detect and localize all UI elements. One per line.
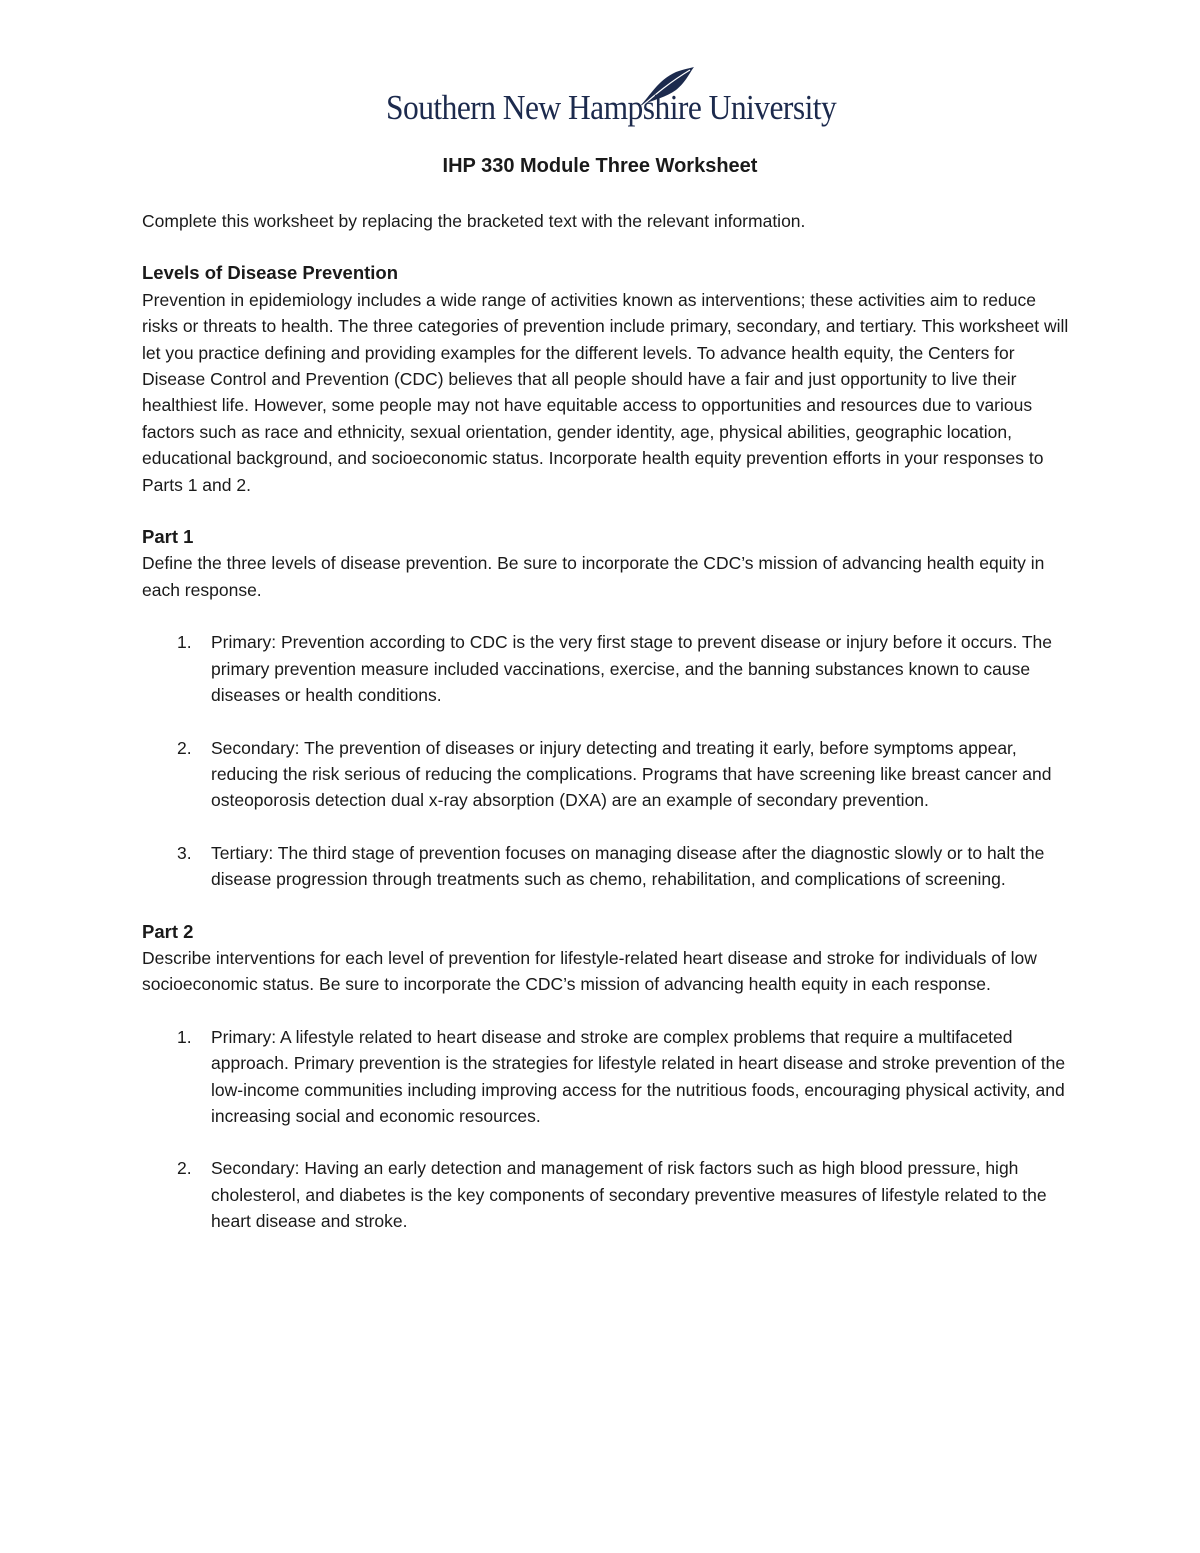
section-heading-part1: Part 1 xyxy=(142,526,194,548)
university-logo xyxy=(386,66,837,138)
list-text: Secondary: Having an early detection and management of risk factors such as high blood pressure, high cholesterol, and diabetes is the key components of secondary preventive measures of lifestyle related to the heart disease and stroke. xyxy=(211,1158,1047,1232)
list-text: Tertiary: The third stage of prevention focuses on managing disease after the diagnostic slowly or to halt the disease progression through treatments such as chemo, rehabilitation, and complications of screening. xyxy=(211,842,1045,890)
part1-prompt: Define the three levels of disease prevention. Be sure to incorporate the CDC’s mission of advancing health equity in each response. xyxy=(142,553,1045,600)
list-text: Secondary: The prevention of diseases or injury detecting and treating it early, before symptoms appear, reducing the risk serious of reducing the complications. Programs that have screening like breast cancer and osteoporosis detection dual x-ray absorption (DXA) are an example of secondary prevention. xyxy=(211,737,1052,811)
list-number: 1. xyxy=(177,1026,192,1047)
part2-list xyxy=(142,1024,1072,1235)
logo-wordmark: Southern New Hampshire University xyxy=(386,88,837,127)
list-item xyxy=(142,1024,1072,1130)
document-title: IHP 330 Module Three Worksheet xyxy=(442,155,758,177)
list-text: Primary: A lifestyle related to heart disease and stroke are complex problems that require a multifaceted approach. Primary prevention is the strategies for lifestyle related in heart disease and stroke prevention of the low-income communities including improving access for the nutritious foods, encouraging physical activity, and increasing social and economic resources. xyxy=(211,1026,1066,1126)
document-body xyxy=(142,208,1072,1235)
section-heading-part2: Part 2 xyxy=(142,920,194,942)
intro-text: Complete this worksheet by replacing the bracketed text with the relevant information. xyxy=(142,211,806,231)
part1-list xyxy=(142,629,1072,892)
list-number: 2. xyxy=(177,1158,192,1179)
section-part1 xyxy=(142,524,1072,892)
list-item xyxy=(142,735,1072,814)
list-text: Primary: Prevention according to CDC is the very first stage to prevent disease or injury before it occurs. The primary prevention measure included vaccinations, exercise, and the banning substances known to cause diseases or health conditions. xyxy=(211,632,1053,706)
section-part2 xyxy=(142,919,1072,1235)
part2-prompt: Describe interventions for each level of prevention for lifestyle-related heart disease and stroke for individuals of low socioeconomic status. Be sure to incorporate the CDC’s mission of advancing health equity in each response. xyxy=(142,947,1037,995)
list-number: 3. xyxy=(177,842,192,863)
list-number: 2. xyxy=(177,737,192,758)
section-levels xyxy=(142,260,1072,498)
section-heading-levels: Levels of Disease Prevention xyxy=(142,262,399,284)
list-item xyxy=(142,840,1072,893)
list-number: 1. xyxy=(177,632,192,653)
list-item xyxy=(142,1155,1072,1234)
list-item xyxy=(142,629,1072,708)
section-body-levels: Prevention in epidemiology includes a wide range of activities known as interventions; these activities aim to reduce risks or threats to health. The three categories of prevention include primary, secondary, and tertiary. This worksheet will let you practice defining and providing examples for the different levels. To advance health equity, the Centers for Disease Control and Prevention (CDC) believes that all people should have a fair and just opportunity to live their healthiest life. However, some people may not have equitable access to opportunities and resources due to various factors such as race and ethnicity, sexual orientation, gender identity, age, physical abilities, geographic location, educational background, and socioeconomic status. Incorporate health equity prevention efforts in your responses to Parts 1 and 2. xyxy=(142,289,1069,495)
